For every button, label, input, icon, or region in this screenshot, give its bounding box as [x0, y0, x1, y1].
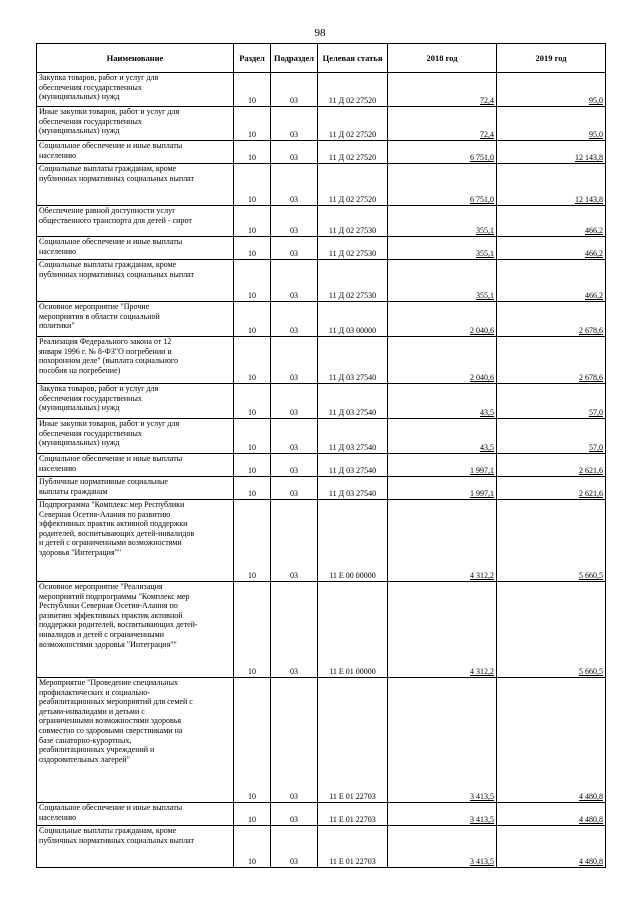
- amount-2019-value: 5 660,5: [579, 667, 603, 677]
- table-row: [37, 260, 606, 302]
- row-subsection: 03: [271, 107, 318, 141]
- amount-2018-value: 3 413,5: [470, 857, 494, 867]
- amount-2019-value: 57,0: [589, 443, 603, 453]
- row-amount-2019: [497, 260, 606, 302]
- amount-2019-value: 12 143,8: [575, 195, 603, 205]
- row-amount-2018: [388, 107, 497, 141]
- row-amount-2019: [497, 337, 606, 384]
- table-row: [37, 826, 606, 868]
- amount-2019-value: 95,0: [589, 96, 603, 106]
- row-subsection: 03: [271, 260, 318, 302]
- row-target: 11 Д 03 27540: [318, 419, 388, 454]
- column-header-subsection: Подраздел: [271, 44, 318, 73]
- row-target: 11 Е 01 22703: [318, 678, 388, 803]
- amount-2018-value: 1 997,1: [470, 489, 494, 499]
- amount-2018-value: 3 413,5: [470, 792, 494, 802]
- row-name: Закупка товаров, работ и услуг для обеспечения государственных (муниципальных) нужд: [37, 73, 234, 107]
- amount-2018-value: 3 413,5: [470, 815, 494, 825]
- row-section: 10: [234, 141, 271, 164]
- table-row: [37, 582, 606, 678]
- table-row: [37, 141, 606, 164]
- row-amount-2019: [497, 477, 606, 500]
- row-amount-2018: [388, 803, 497, 826]
- row-section: 10: [234, 678, 271, 803]
- row-amount-2018: [388, 454, 497, 477]
- row-amount-2019: [497, 164, 606, 206]
- row-amount-2019: [497, 419, 606, 454]
- row-section: 10: [234, 337, 271, 384]
- table-row: [37, 419, 606, 454]
- row-target: 11 Е 01 22703: [318, 803, 388, 826]
- column-header-section: Раздел: [234, 44, 271, 73]
- row-amount-2019: [497, 237, 606, 260]
- row-subsection: 03: [271, 419, 318, 454]
- row-subsection: 03: [271, 582, 318, 678]
- amount-2018-value: 6 751,0: [470, 195, 494, 205]
- row-name: Социальные выплаты гражданам, кроме публичных нормативных социальных выплат: [37, 826, 234, 868]
- table-row: [37, 500, 606, 582]
- row-subsection: 03: [271, 477, 318, 500]
- table-row: [37, 454, 606, 477]
- row-target: 11 Е 01 22703: [318, 826, 388, 868]
- amount-2018-value: 355,1: [476, 226, 494, 236]
- amount-2019-value: 2 678,6: [579, 373, 603, 383]
- page-number: 98: [314, 27, 326, 39]
- row-amount-2019: [497, 302, 606, 337]
- row-subsection: 03: [271, 500, 318, 582]
- row-section: 10: [234, 477, 271, 500]
- row-amount-2018: [388, 419, 497, 454]
- row-section: 10: [234, 826, 271, 868]
- row-name: Основное мероприятие "Реализация мероприятий подпрограммы "Комплекс мер Республики Северная Осетия-Алания по развитию эффективных практик активной поддержки родителей, воспитывающих детей- инвалидов и детей с ограниченными возможностями здоровья "Интеграция"": [37, 582, 234, 678]
- row-subsection: 03: [271, 678, 318, 803]
- row-name: Социальное обеспечение и иные выплаты населению: [37, 454, 234, 477]
- amount-2019-value: 95,0: [589, 130, 603, 140]
- row-amount-2018: [388, 500, 497, 582]
- amount-2018-value: 6 751,0: [470, 153, 494, 163]
- row-name: Публичные нормативные социальные выплаты гражданам: [37, 477, 234, 500]
- row-name: Закупка товаров, работ и услуг для обеспечения государственных (муниципальных) нужд: [37, 384, 234, 419]
- table-row: [37, 164, 606, 206]
- amount-2019-value: 466,2: [585, 249, 603, 259]
- table-row: [37, 73, 606, 107]
- row-amount-2018: [388, 260, 497, 302]
- row-target: 11 Д 02 27530: [318, 260, 388, 302]
- row-target: 11 Д 03 27540: [318, 337, 388, 384]
- row-amount-2018: [388, 206, 497, 237]
- row-subsection: 03: [271, 141, 318, 164]
- row-section: 10: [234, 107, 271, 141]
- table-row: [37, 107, 606, 141]
- row-section: 10: [234, 500, 271, 582]
- table-header-row: [37, 44, 606, 73]
- table-row: [37, 803, 606, 826]
- row-amount-2018: [388, 302, 497, 337]
- amount-2018-value: 43,5: [480, 443, 494, 453]
- row-amount-2018: [388, 477, 497, 500]
- row-name: Социальные выплаты гражданам, кроме публичных нормативных социальных выплат: [37, 164, 234, 206]
- table-row: [37, 302, 606, 337]
- row-amount-2018: [388, 73, 497, 107]
- row-amount-2019: [497, 141, 606, 164]
- row-subsection: 03: [271, 803, 318, 826]
- amount-2019-value: 466,2: [585, 291, 603, 301]
- column-header-target: Целевая статья: [318, 44, 388, 73]
- row-name: Социальное обеспечение и иные выплаты населению: [37, 803, 234, 826]
- table-row: [37, 384, 606, 419]
- row-target: 11 Д 02 27520: [318, 107, 388, 141]
- row-name: Основное мероприятие "Прочие мероприятия в области социальной политики": [37, 302, 234, 337]
- row-name: Социальное обеспечение и иные выплаты населению: [37, 141, 234, 164]
- amount-2018-value: 355,1: [476, 249, 494, 259]
- row-subsection: 03: [271, 164, 318, 206]
- row-section: 10: [234, 237, 271, 260]
- row-amount-2019: [497, 384, 606, 419]
- row-amount-2018: [388, 164, 497, 206]
- amount-2019-value: 5 660,5: [579, 571, 603, 581]
- row-subsection: 03: [271, 384, 318, 419]
- amount-2019-value: 2 621,6: [579, 466, 603, 476]
- table-row: [37, 678, 606, 803]
- amount-2019-value: 57,0: [589, 408, 603, 418]
- row-section: 10: [234, 419, 271, 454]
- amount-2018-value: 2 040,6: [470, 373, 494, 383]
- row-amount-2019: [497, 826, 606, 868]
- row-section: 10: [234, 164, 271, 206]
- row-amount-2018: [388, 237, 497, 260]
- row-amount-2019: [497, 206, 606, 237]
- row-subsection: 03: [271, 73, 318, 107]
- row-name: Обеспечение равной доступности услуг общественного транспорта для детей - сирот: [37, 206, 234, 237]
- amount-2018-value: 72,4: [480, 130, 494, 140]
- row-target: 11 Д 02 27530: [318, 206, 388, 237]
- row-amount-2018: [388, 337, 497, 384]
- row-name: Реализация Федерального закона от 12 января 1996 г. № 8-ФЗ"О погребении и похоронном деле" (выплата социального пособия на погребение): [37, 337, 234, 384]
- amount-2018-value: 4 312,2: [470, 667, 494, 677]
- row-amount-2019: [497, 454, 606, 477]
- row-target: 11 Д 03 27540: [318, 477, 388, 500]
- row-amount-2018: [388, 582, 497, 678]
- amount-2019-value: 12 143,8: [575, 153, 603, 163]
- amount-2019-value: 4 480,8: [579, 857, 603, 867]
- row-target: 11 Е 00 00000: [318, 500, 388, 582]
- row-amount-2019: [497, 582, 606, 678]
- table-row: [37, 206, 606, 237]
- row-subsection: 03: [271, 237, 318, 260]
- amount-2018-value: 43,5: [480, 408, 494, 418]
- row-section: 10: [234, 384, 271, 419]
- row-amount-2018: [388, 678, 497, 803]
- amount-2019-value: 4 480,8: [579, 792, 603, 802]
- row-name: Мероприятие "Проведение специальных профилактических и социально- реабилитационных мероприятий для семей с детьми-инвалидами и детьми с ограниченными возможностями здоровья совместно со здоровыми сверстниками на базе санаторно-курортных, реабилитационных учреждений и оздоровительных лагерей": [37, 678, 234, 803]
- row-name: Иные закупки товаров, работ и услуг для обеспечения государственных (муниципальных) нужд: [37, 419, 234, 454]
- amount-2018-value: 4 312,2: [470, 571, 494, 581]
- row-amount-2018: [388, 384, 497, 419]
- row-subsection: 03: [271, 337, 318, 384]
- table-row: [37, 237, 606, 260]
- row-name: Социальные выплаты гражданам, кроме публичных нормативных социальных выплат: [37, 260, 234, 302]
- row-section: 10: [234, 73, 271, 107]
- row-target: 11 Д 03 27540: [318, 384, 388, 419]
- row-section: 10: [234, 302, 271, 337]
- row-amount-2018: [388, 826, 497, 868]
- row-target: 11 Д 02 27520: [318, 141, 388, 164]
- amount-2018-value: 72,4: [480, 96, 494, 106]
- row-amount-2019: [497, 73, 606, 107]
- row-name: Социальное обеспечение и иные выплаты населению: [37, 237, 234, 260]
- row-target: 11 Д 02 27520: [318, 164, 388, 206]
- row-target: 11 Д 02 27520: [318, 73, 388, 107]
- row-amount-2019: [497, 500, 606, 582]
- row-target: 11 Д 02 27530: [318, 237, 388, 260]
- amount-2019-value: 2 621,6: [579, 489, 603, 499]
- row-amount-2019: [497, 678, 606, 803]
- amount-2019-value: 2 678,6: [579, 326, 603, 336]
- row-subsection: 03: [271, 454, 318, 477]
- row-section: 10: [234, 803, 271, 826]
- row-section: 10: [234, 454, 271, 477]
- row-subsection: 03: [271, 206, 318, 237]
- row-amount-2019: [497, 803, 606, 826]
- budget-table: [36, 43, 606, 868]
- row-section: 10: [234, 206, 271, 237]
- row-name: Подпрограмма "Комплекс мер Республики Северная Осетия-Алания по развитию эффективных практик активной поддержки родителей, воспитывающих детей-инвалидов и детей с ограниченными возможностями здоровья "Интеграция"": [37, 500, 234, 582]
- column-header-2018: 2018 год: [388, 44, 497, 73]
- amount-2018-value: 1 997,1: [470, 466, 494, 476]
- row-target: 11 Д 03 27540: [318, 454, 388, 477]
- column-header-name: Наименование: [37, 44, 234, 73]
- row-section: 10: [234, 582, 271, 678]
- amount-2018-value: 2 040,6: [470, 326, 494, 336]
- row-amount-2019: [497, 107, 606, 141]
- amount-2018-value: 355,1: [476, 291, 494, 301]
- table-row: [37, 337, 606, 384]
- table-row: [37, 477, 606, 500]
- row-amount-2018: [388, 141, 497, 164]
- row-subsection: 03: [271, 826, 318, 868]
- amount-2019-value: 4 480,8: [579, 815, 603, 825]
- column-header-2019: 2019 год: [497, 44, 606, 73]
- amount-2019-value: 466,2: [585, 226, 603, 236]
- row-subsection: 03: [271, 302, 318, 337]
- row-target: 11 Е 01 00000: [318, 582, 388, 678]
- row-target: 11 Д 03 00000: [318, 302, 388, 337]
- row-section: 10: [234, 260, 271, 302]
- row-name: Иные закупки товаров, работ и услуг для обеспечения государственных (муниципальных) нужд: [37, 107, 234, 141]
